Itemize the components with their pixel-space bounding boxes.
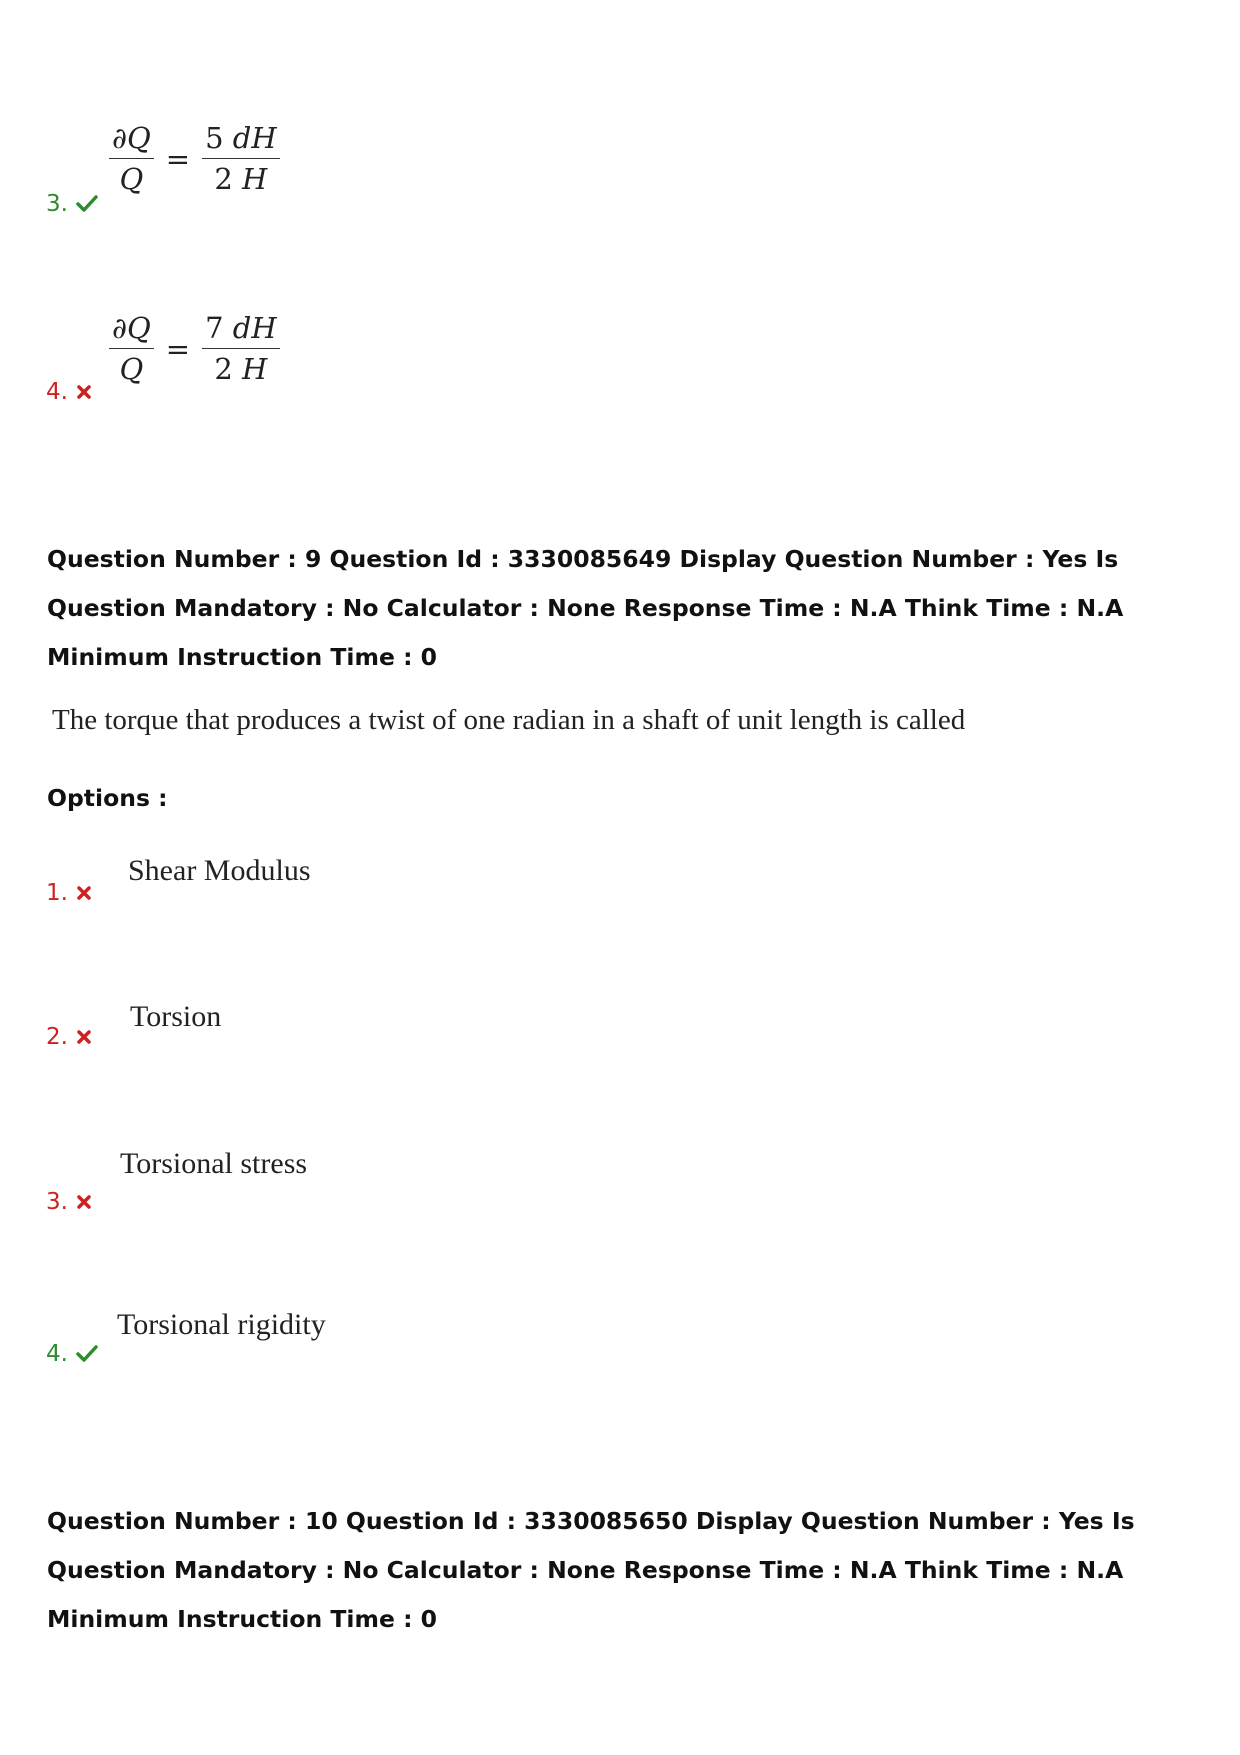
rhs-numerator [202,308,280,349]
option-number: 4. [46,1341,68,1367]
prev-option-4-equation [109,308,280,389]
cross-icon [76,379,92,407]
rhs-denominator-var: H [242,352,268,386]
prev-option-3-equation [109,118,280,199]
rhs-numerator-var: dH [232,121,277,155]
cross-icon [76,1024,92,1052]
equals-sign: = [165,141,191,176]
rhs-denominator [211,349,270,389]
option-number: 3. [46,191,68,217]
option-number: 1. [46,880,68,906]
lhs-denominator: Q [119,352,144,386]
question-9-option-4-number [46,1340,98,1369]
question-9-option-1-number [46,879,92,908]
cross-icon [76,1189,92,1217]
question-9-option-2-number [46,1023,92,1052]
prev-option-4-number [46,378,92,407]
rhs-denominator-var: H [242,162,268,196]
question-9-option-3-number [46,1188,92,1217]
lhs-denominator: Q [119,162,144,196]
lhs-numerator: ∂Q [109,308,154,349]
equals-sign: = [165,331,191,366]
rhs-numerator-var: dH [232,311,277,345]
question-9-header: Question Number : 9 Question Id : 3330085649 Display Question Number : Yes Is Question Mandatory : No Calculator : None Response Time : N.A Think Time : N.A Minimum Instruction Time : 0 [47,545,1124,671]
option-number: 2. [46,1024,68,1050]
check-icon [76,191,98,219]
prev-option-3-number [46,190,98,219]
rhs-denominator-coef: 2 [214,352,233,386]
question-9-text: The torque that produces a twist of one radian in a shaft of unit length is called [52,704,966,736]
cross-icon [76,880,92,908]
question-9-option-2-text: Torsion [130,1000,222,1033]
question-9-option-1-text: Shear Modulus [128,854,311,887]
question-10-header: Question Number : 10 Question Id : 3330085650 Display Question Number : Yes Is Question Mandatory : No Calculator : None Response Time : N.A Think Time : N.A Minimum Instruction Time : 0 [47,1507,1135,1633]
option-number: 4. [46,379,68,405]
rhs-denominator [211,159,270,199]
rhs-numerator [202,118,280,159]
options-label: Options : [47,784,168,812]
rhs-denominator-coef: 2 [214,162,233,196]
rhs-numerator-coef: 7 [205,311,224,345]
question-9-option-3-text: Torsional stress [120,1147,308,1180]
question-9-option-4-text: Torsional rigidity [117,1308,326,1341]
option-number: 3. [46,1189,68,1215]
check-icon [76,1341,98,1369]
lhs-numerator: ∂Q [109,118,154,159]
rhs-numerator-coef: 5 [205,121,224,155]
